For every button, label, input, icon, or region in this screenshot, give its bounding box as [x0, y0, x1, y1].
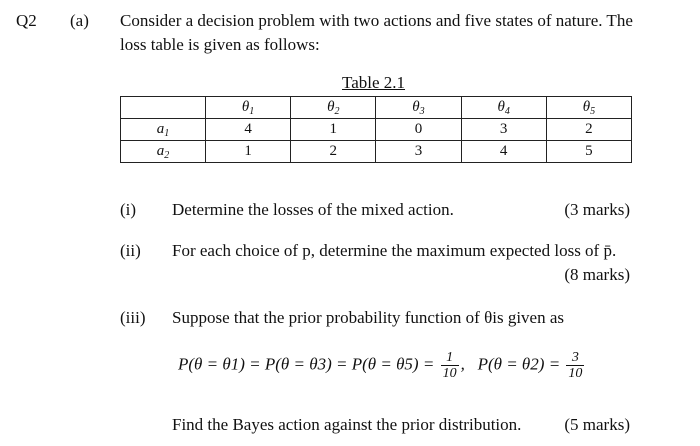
subpart-label-i: (i) [120, 200, 137, 219]
column-header: $\theta_4$ [461, 97, 546, 119]
loss-table [120, 96, 632, 163]
table-cell: 1 [291, 119, 376, 141]
formula-left: P(θ = θ1) = P(θ = θ3) = P(θ = θ5) = [178, 354, 435, 374]
intro-line-1: Consider a decision problem with two actions and five states of nature. The [120, 11, 633, 30]
fraction-1-numerator: 1 [441, 350, 459, 366]
column-header: $\theta_5$ [546, 97, 631, 119]
column-header: $\theta_2$ [291, 97, 376, 119]
table-cell: 4 [206, 119, 291, 141]
table-cell: 2 [546, 119, 631, 141]
prior-formula: P(θ = θ1) = P(θ = θ3) = P(θ = θ5) = $\frac{1}{10}$ , P(θ = θ2) = $\frac{3}{10}$ [178, 350, 583, 381]
table-cell: 0 [376, 119, 461, 141]
table-cell: 5 [546, 141, 631, 163]
subpart-label-iii: (iii) [120, 308, 146, 327]
question-number: Q2 [16, 11, 37, 30]
intro-line-2: loss table is given as follows: [120, 35, 320, 54]
table-cell: 2 [291, 141, 376, 163]
table-header-row [121, 97, 632, 119]
column-header: $\theta_1$ [206, 97, 291, 119]
column-header: $\theta_3$ [376, 97, 461, 119]
subpart-text-ii: For each choice of p, determine the maximum expected loss of p̄. [172, 241, 617, 260]
fraction-2-denominator: 10 [568, 366, 583, 381]
fraction-1-denominator: 10 [442, 366, 457, 381]
fraction-1 [441, 350, 459, 381]
table-cell: 4 [461, 141, 546, 163]
subpart-text-i: Determine the losses of the mixed action. [172, 200, 454, 219]
subpart-text-iii: Suppose that the prior probability function of θis given as [172, 308, 564, 327]
table-cell: 3 [376, 141, 461, 163]
subpart-marks-ii: (8 marks) [564, 265, 630, 284]
row-label: $a_2$ [121, 141, 206, 163]
fraction-2-numerator: 3 [566, 350, 584, 366]
table-corner-cell [121, 97, 206, 119]
subpart-final-text-iii: Find the Bayes action against the prior distribution. [172, 415, 522, 434]
table-cell: 1 [206, 141, 291, 163]
table-cell: 3 [461, 119, 546, 141]
formula-middle: P(θ = θ2) = [477, 354, 561, 374]
table-row [121, 141, 632, 163]
table-caption: Table 2.1 [342, 73, 406, 92]
table-row [121, 119, 632, 141]
subpart-marks-iii: (5 marks) [564, 415, 630, 434]
subpart-marks-i: (3 marks) [564, 200, 630, 219]
fraction-2 [566, 350, 584, 381]
question-part: (a) [70, 11, 89, 30]
row-label: $a_1$ [121, 119, 206, 141]
subpart-label-ii: (ii) [120, 241, 141, 260]
